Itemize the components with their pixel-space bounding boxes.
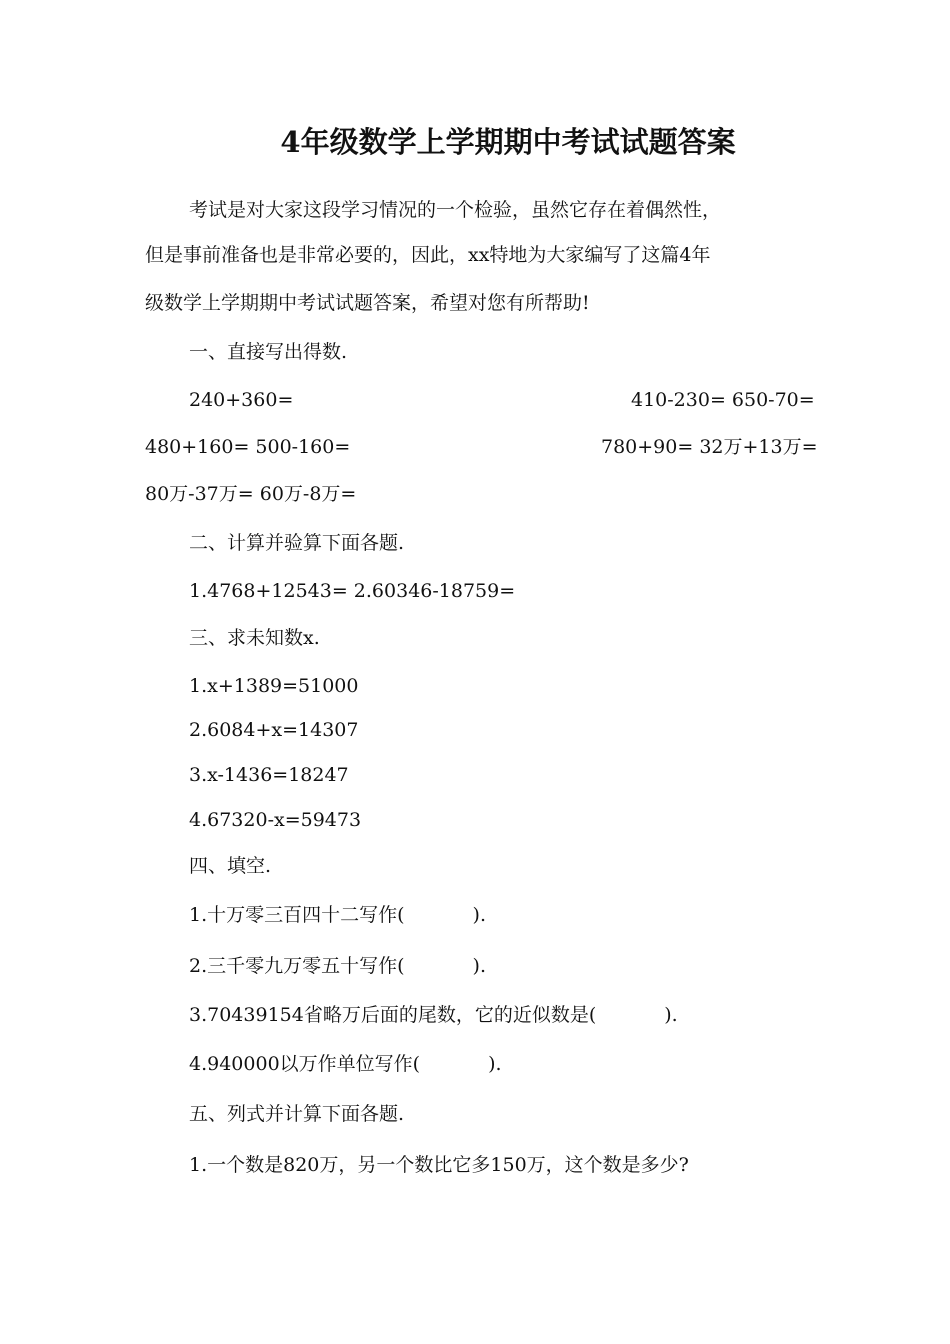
arith-row-2-left: 480+160= 500-160= (145, 436, 351, 458)
fill-item-4 (189, 1050, 502, 1078)
section-heading-5: 五、列式并计算下面各题. (189, 1103, 405, 1125)
fill-item-text: ). (472, 904, 486, 926)
equation-item-3: 3.x-1436=18247 (189, 764, 349, 786)
arith-row-1-right: 410-230= 650-70= (631, 389, 815, 411)
fill-item-text: 4.940000以万作单位写作( (189, 1053, 421, 1075)
fill-item-2 (189, 952, 486, 980)
fill-item-text: 2.三千零九万零五十写作( (189, 955, 405, 977)
intro-line-3: 级数学上学期期中考试试题答案，希望对您有所帮助! (145, 292, 590, 314)
fill-item-3 (189, 1001, 678, 1029)
fill-item-text: ). (664, 1004, 678, 1026)
intro-line-2: 但是事前准备也是非常必要的，因此，xx特地为大家编写了这篇4年 (145, 244, 711, 266)
word-problem-1: 1.一个数是820万，另一个数比它多150万，这个数是多少? (189, 1154, 689, 1176)
fill-item-text: ). (488, 1053, 502, 1075)
document-title: 4年级数学上学期期中考试试题答案 (280, 125, 736, 159)
calc-item-1: 1.4768+12543= 2.60346-18759= (189, 580, 516, 602)
intro-line-1: 考试是对大家这段学习情况的一个检验，虽然它存在着偶然性， (189, 199, 722, 221)
fill-item-1 (189, 901, 486, 929)
fill-item-text: ). (472, 955, 486, 977)
equation-item-4: 4.67320-x=59473 (189, 809, 362, 831)
arith-row-1-left: 240+360= (189, 389, 294, 411)
section-heading-2: 二、计算并验算下面各题. (189, 532, 405, 554)
arith-row-3: 80万-37万= 60万-8万= (145, 483, 357, 505)
fill-item-text: 3.70439154省略万后面的尾数，它的近似数是( (189, 1004, 597, 1026)
equation-item-1: 1.x+1389=51000 (189, 675, 359, 697)
section-heading-4: 四、填空. (189, 855, 272, 877)
arith-row-2-right: 780+90= 32万+13万= (601, 436, 818, 458)
equation-item-2: 2.6084+x=14307 (189, 719, 359, 741)
section-heading-1: 一、直接写出得数. (189, 341, 348, 363)
fill-item-text: 1.十万零三百四十二写作( (189, 904, 405, 926)
section-heading-3: 三、求未知数x. (189, 627, 320, 649)
